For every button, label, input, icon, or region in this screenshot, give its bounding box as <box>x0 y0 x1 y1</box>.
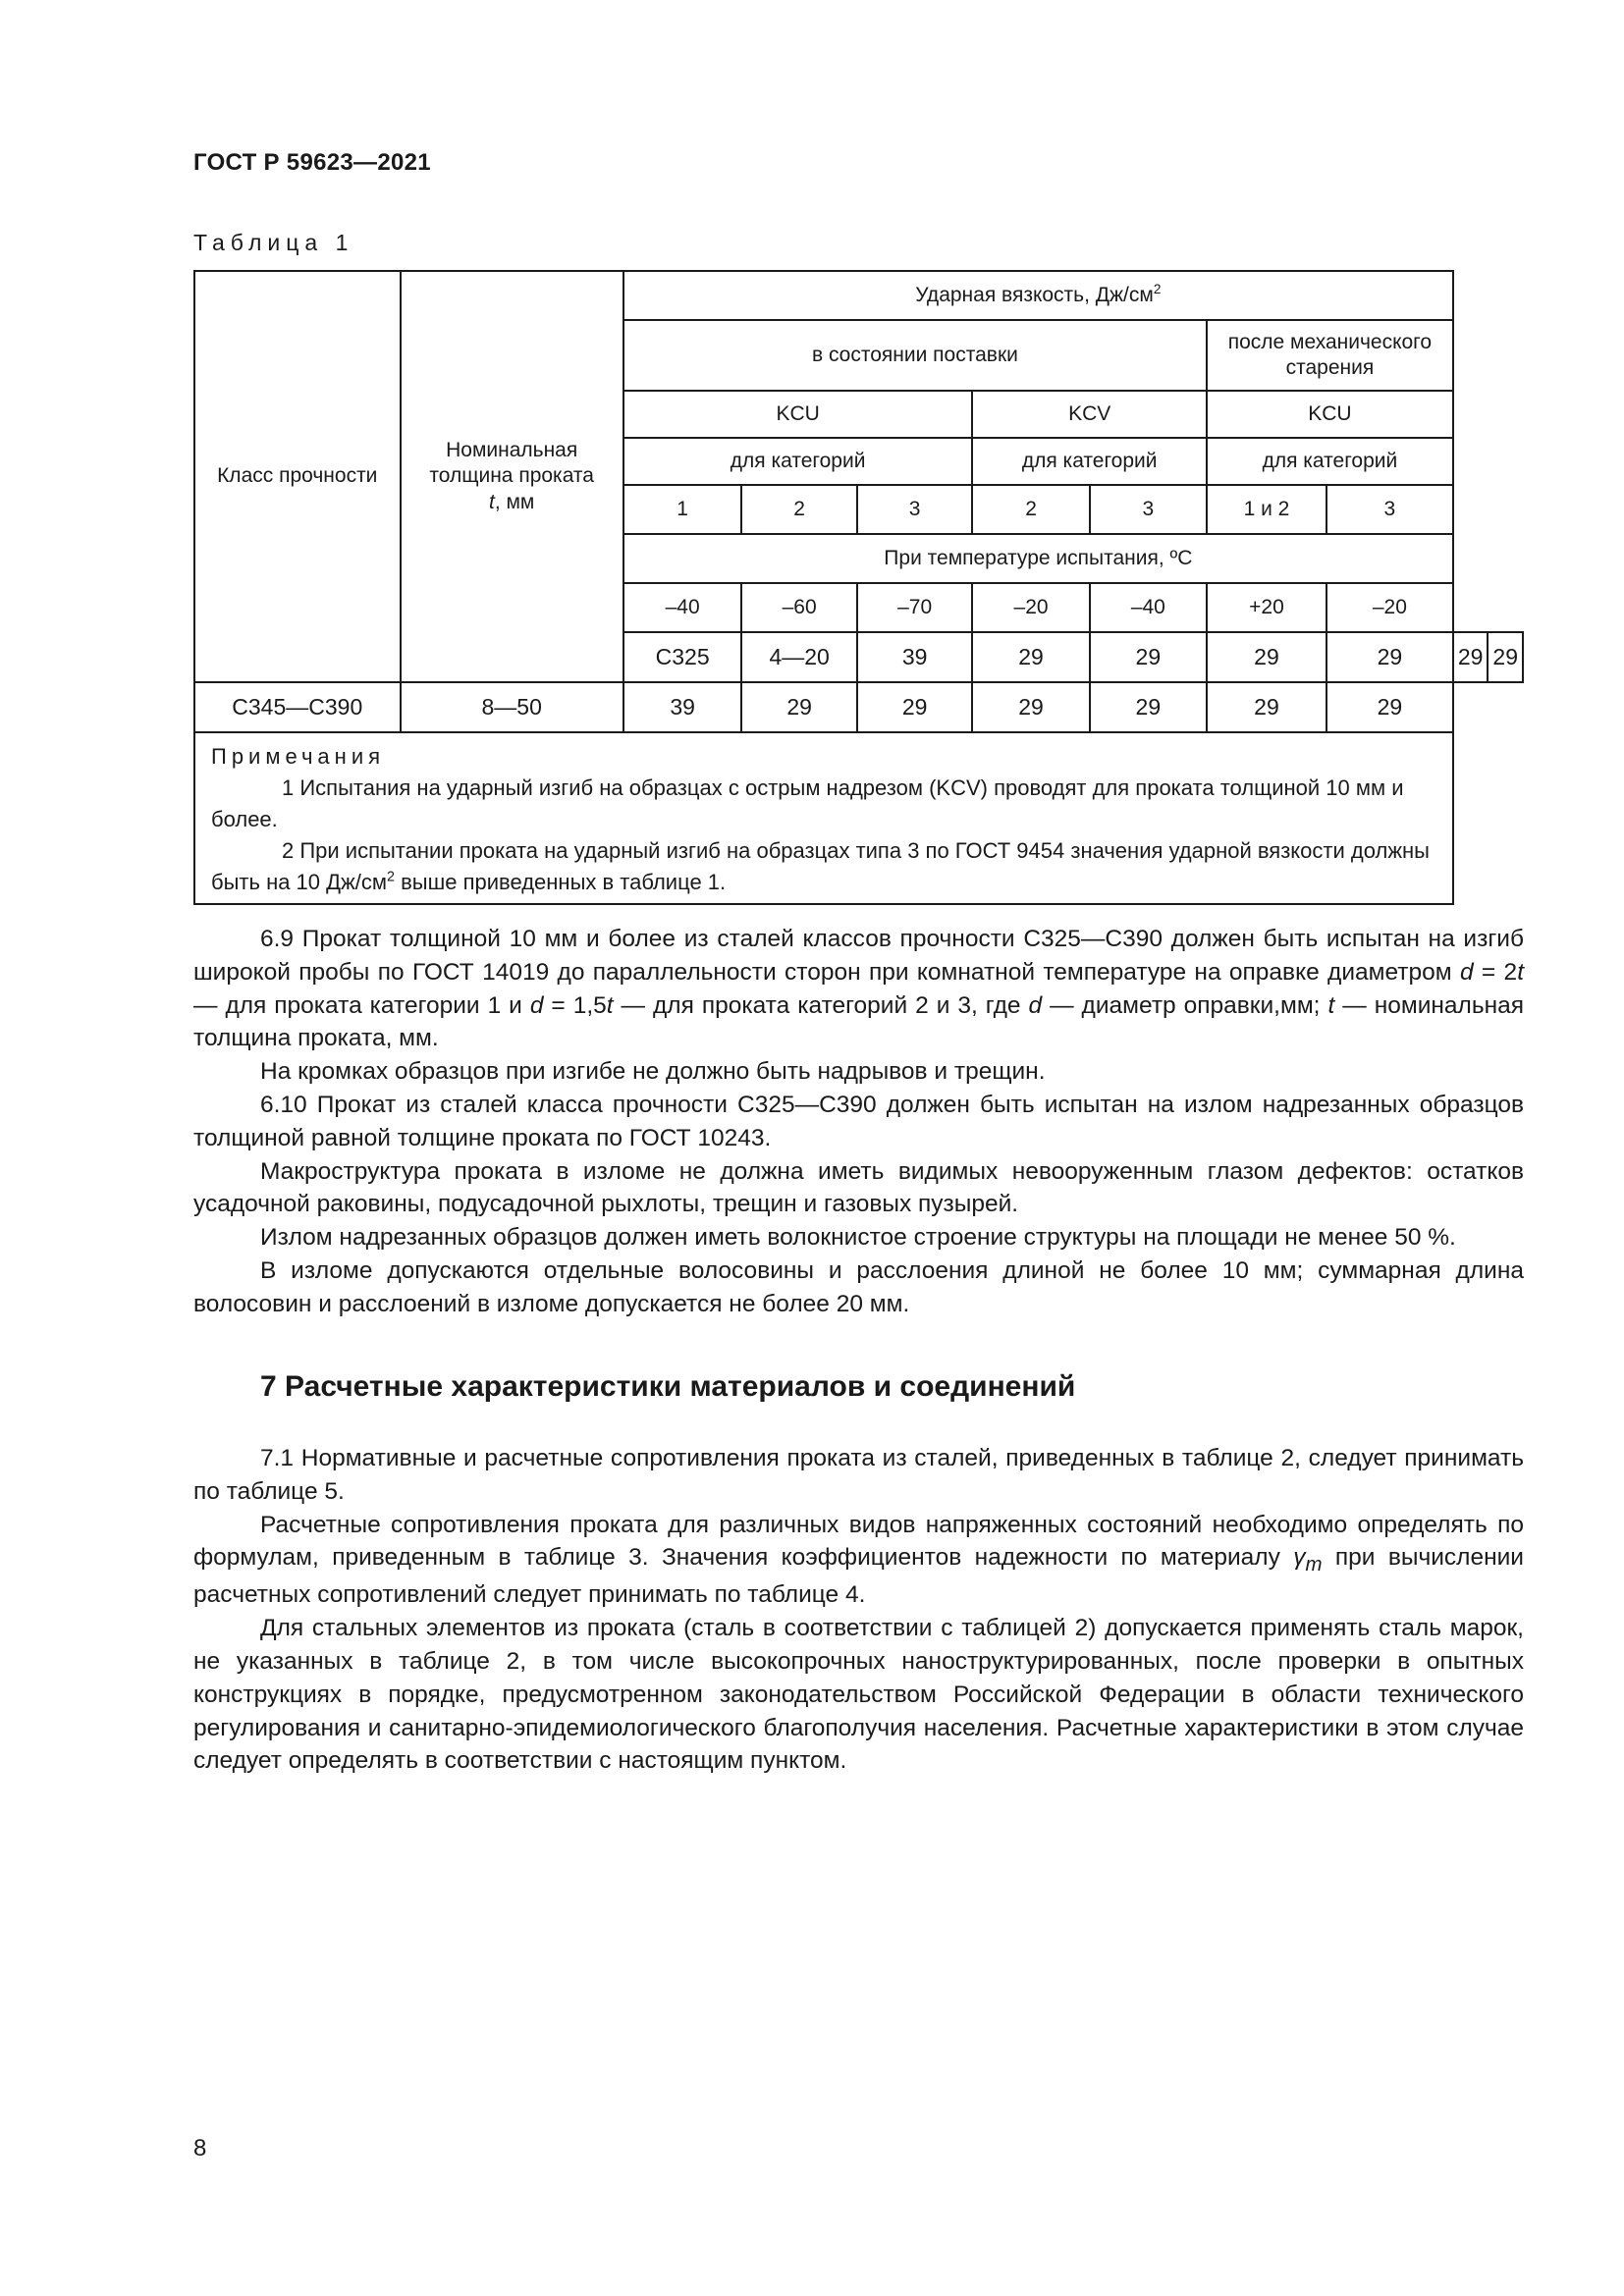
header-test-temperature: При температуре испытания, ºС <box>623 534 1453 583</box>
header-strength-class: Класс прочности <box>194 271 401 682</box>
row-value: 29 <box>1207 682 1326 732</box>
note-2-text: 2 При испытании проката на ударный изгиб на образцах типа 3 по ГОСТ 9454 значения ударной вязкости должны быть на 10 Дж/см <box>211 837 1430 894</box>
paragraph-7-1: 7.1 Нормативные и расчетные сопротивления проката из сталей, приведенных в таблице 2, следует принимать по таблице 5. <box>193 1444 1524 1505</box>
header-kcv: KCV <box>972 391 1207 438</box>
header-kcu-aged: KCU <box>1207 391 1453 438</box>
table-row <box>194 682 1523 732</box>
formula-symbol: d <box>529 991 544 1019</box>
row-thickness: 8—50 <box>401 682 623 732</box>
formula-symbol: t <box>606 991 614 1019</box>
header-impact-sup: 2 <box>1153 281 1162 296</box>
header-as-delivered: в состоянии поставки <box>623 320 1207 391</box>
paragraph-6-9-2: На кромках образцов при изгибе не должно быть надрывов и трещин. <box>260 1058 1046 1086</box>
gamma-subscript: m <box>1305 1554 1323 1576</box>
row-value: 29 <box>741 682 857 732</box>
text-run: — номинальная толщина проката, мм. <box>193 991 1525 1052</box>
text-run: — диаметр оправки,мм; <box>1042 991 1328 1019</box>
header-category-kcu: для категорий <box>623 438 973 485</box>
body-text <box>193 923 1524 1778</box>
formula-symbol: d <box>1459 958 1474 986</box>
gamma-symbol: γ <box>1293 1544 1306 1572</box>
paragraph-7-1-3: Для стальных элементов из проката (сталь в соответствии с таблицей 2) допускается применять сталь марок, не указанных в таблице 2, в том числе высокопрочных наноструктурированных, после проверки в опытных конструкциях в порядке, предусмотренном законодательством Российской Федерации в области технического регулирования и санитарно-эпидемиологического благополучия населения. Расчетные характеристики в этом случае следует определять в соответствии с настоящим пунктом. <box>193 1615 1524 1775</box>
header-thickness <box>401 271 623 682</box>
header-category-number: 1 и 2 <box>1207 485 1326 534</box>
text-run: при вычислении расчетных сопротивлений следует принимать по таблице 4. <box>193 1544 1524 1609</box>
formula-symbol: t <box>1517 958 1524 986</box>
table-caption: Таблица 1 <box>193 230 354 255</box>
header-temperature: –60 <box>741 583 857 632</box>
header-impact-label: Ударная вязкость, Дж/см <box>915 283 1154 306</box>
header-thickness-symbol: t <box>488 490 495 513</box>
row-value: 29 <box>1207 632 1326 682</box>
header-after-aging: после механического старения <box>1207 320 1453 391</box>
page-number: 8 <box>193 2135 207 2162</box>
note-1: 1 Испытания на ударный изгиб на образцах с острым надрезом (KCV) проводят для проката толщиной 10 мм и более. <box>211 774 1404 831</box>
header-temperature: –40 <box>1090 583 1207 632</box>
header-category-kcv: для категорий <box>972 438 1207 485</box>
row-value: 29 <box>972 682 1089 732</box>
text-run: Расчетные сопротивления проката для различных видов напряженных состояний необходимо определять по формулам, приведенным в таблице 3. Значения коэффициентов надежности по материалу <box>193 1511 1524 1572</box>
paragraph-6-10: 6.10 Прокат из сталей класса прочности С325—С390 должен быть испытан на излом надрезанных образцов толщиной равной толщине проката по ГОСТ 10243. <box>193 1091 1524 1151</box>
header-kcu-delivered: KCU <box>623 391 973 438</box>
row-value: 39 <box>857 632 973 682</box>
row-value: 39 <box>623 682 742 732</box>
header-category-number: 2 <box>741 485 857 534</box>
row-value: 29 <box>1090 632 1207 682</box>
table-notes <box>194 732 1453 904</box>
paragraph-6-10-3: Излом надрезанных образцов должен иметь волокнистое строение структуры на площади не менее 50 %. <box>260 1224 1456 1252</box>
note-2 <box>211 835 1438 898</box>
row-value: 29 <box>1326 632 1453 682</box>
section-7-title: 7 Расчетные характеристики материалов и соединений <box>260 1369 1076 1403</box>
row-strength-class: С345—С390 <box>194 682 401 732</box>
notes-title: Примечания <box>211 744 386 769</box>
formula-symbol: t <box>1327 991 1335 1019</box>
impact-toughness-table <box>193 270 1524 905</box>
note-2-sup: 2 <box>387 869 395 885</box>
header-category-number: 3 <box>1326 485 1453 534</box>
row-value: 29 <box>1488 632 1523 682</box>
paragraph-7-1-2 <box>193 1509 1524 1613</box>
paragraph-6-10-4: В изломе допускаются отдельные волосовины и расслоения длиной не более 10 мм; суммарная длина волосовин и расслоений в изломе допускается не более 20 мм. <box>193 1256 1524 1317</box>
header-temperature: +20 <box>1207 583 1326 632</box>
header-temperature: –20 <box>972 583 1089 632</box>
header-category-number: 2 <box>972 485 1089 534</box>
row-thickness: 4—20 <box>741 632 857 682</box>
header-category-number: 1 <box>623 485 742 534</box>
row-value: 29 <box>1453 632 1489 682</box>
header-impact-toughness <box>623 271 1453 320</box>
header-temperature: –70 <box>857 583 973 632</box>
header-thickness-unit: , мм <box>494 490 535 513</box>
row-value: 29 <box>1090 682 1207 732</box>
formula-symbol: d <box>1028 991 1043 1019</box>
text-run: — для проката категории 1 и <box>193 991 530 1019</box>
row-strength-class: С325 <box>623 632 742 682</box>
row-value: 29 <box>1326 682 1453 732</box>
paragraph-6-10-2: Макроструктура проката в изломе не должна иметь видимых невооруженным глазом дефектов: остатков усадочной раковины, подусадочной рыхлоты, трещин и газовых пузырей. <box>193 1157 1524 1218</box>
header-temperature: –20 <box>1326 583 1453 632</box>
header-category-aged: для категорий <box>1207 438 1453 485</box>
text-run: 6.9 Прокат толщиной 10 мм и более из сталей классов прочности С325—С390 должен быть испытан на изгиб широкой пробы по ГОСТ 14019 до параллельности сторон при комнатной температуре на оправке диаметром <box>193 926 1524 986</box>
row-value: 29 <box>857 682 973 732</box>
text-run: — для проката категорий 2 и 3, где <box>613 991 1029 1019</box>
row-value: 29 <box>972 632 1089 682</box>
text-run: = 1,5 <box>543 991 607 1019</box>
note-2-text-end: выше приведенных в таблице 1. <box>394 869 727 894</box>
paragraph-6-9 <box>193 923 1524 1055</box>
header-category-number: 3 <box>1090 485 1207 534</box>
header-thickness-text: Номинальная толщина проката <box>429 439 594 488</box>
header-category-number: 3 <box>857 485 973 534</box>
header-temperature: –40 <box>623 583 742 632</box>
text-run: = 2 <box>1473 958 1518 986</box>
document-header: ГОСТ Р 59623—2021 <box>193 149 431 176</box>
